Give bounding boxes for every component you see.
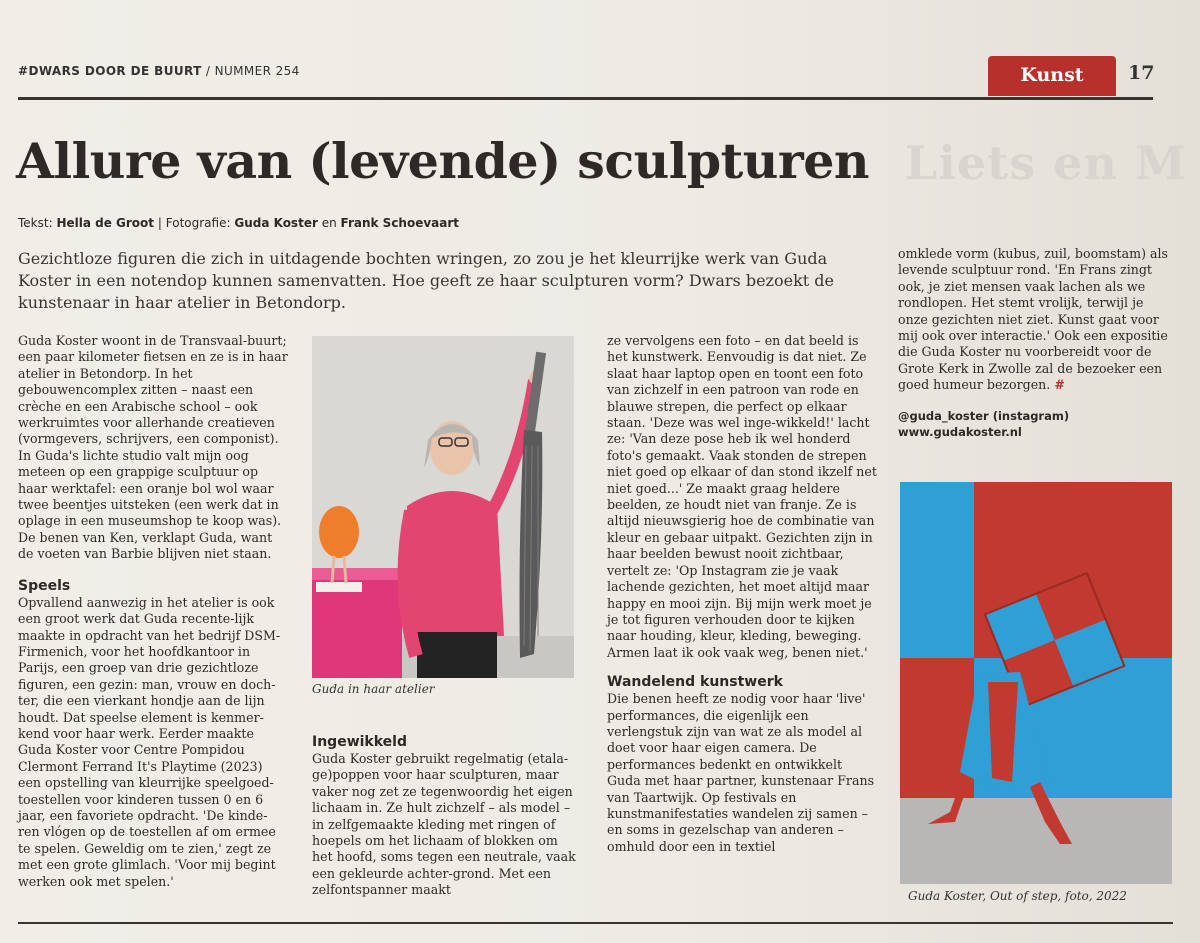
- text-label: Tekst:: [18, 216, 53, 230]
- subhead-speels: Speels: [18, 577, 71, 594]
- col4-text: omklede vorm (kubus, zuil, boomstam) als levende sculptuur rond. 'En Frans zingt ook, je ziet mensen vaak lachen als we rondlopen. Het stemt vrolijk, terwijl je onze gezichten niet ziet. Kunst gaat voor mij ook over interactie.' Ook een expositie die Guda Koster nu voorbereidt voor de Grote Kerk in Zwolle zal de bezoeker een goed humeur bezorgen.: [898, 246, 1168, 393]
- col4-paragraph-1: [898, 246, 1170, 394]
- instagram-handle: @guda_koster (instagram): [898, 408, 1070, 423]
- section-header: [18, 64, 300, 78]
- byline: [18, 216, 459, 230]
- artwork-caption: Guda Koster, Out of step, foto, 2022: [908, 889, 1127, 903]
- artwork-illustration: [900, 482, 1172, 884]
- category-tag: Kunst: [988, 56, 1116, 96]
- photo-guda-atelier: [312, 336, 574, 678]
- photo-label: Fotografie:: [165, 216, 231, 230]
- issue-number: / NUMMER 254: [205, 64, 300, 78]
- bleed-through-text: Liets en M: [905, 136, 1187, 190]
- footer-rule: [18, 922, 1173, 924]
- photo-guda-illustration: [312, 336, 574, 678]
- author-name: Hella de Groot: [56, 216, 155, 230]
- photographer-1: Guda Koster: [234, 216, 318, 230]
- byline-separator: |: [157, 216, 162, 230]
- page-number: 17: [1128, 62, 1155, 84]
- headline: Allure van (levende) sculpturen: [16, 132, 870, 190]
- column-1: [18, 333, 288, 890]
- header-rule: [18, 97, 1153, 100]
- col3-paragraph-1: ze vervolgens een foto – en dat beeld is het kunstwerk. Eenvoudig is dat niet. Ze slaat haar laptop open en toont een foto van zichzelf in een patroon van rode en blauwe strepen, die perfect op elkaar staan. 'Deze was wel inge-wikkeld!' lacht ze: 'Van deze pose heb ik wel honderd foto's gemaakt. Vaak stonden de strepen niet goed op elkaar of dan stond ikzelf net niet goed...' Ze maakt graag heldere beelden, ze houdt niet van franje. Ze is altijd nieuwsgierig hoe de combinatie van kleur en gebaar uitpakt. Gezichten zijn in haar beelden bewust nooit zichtbaar, vertelt ze: 'Op Instagram zie je vaak lachende gezichten, het moet altijd maar happy en mooi zijn. Bij mijn werk moet je je tot figuren verhouden door te kijken naar houding, kleur, kleding, beweging. Armen laat ik ook vaak weg, benen niet.': [607, 333, 877, 660]
- photographer-2: Frank Schoevaart: [340, 216, 460, 230]
- section-name: #DWARS DOOR DE BUURT: [18, 64, 202, 78]
- end-mark: #: [1054, 377, 1065, 393]
- col3-paragraph-2: Die benen heeft ze nodig voor haar 'live' performances, die eigenlijk een verlengstuk zijn van wat ze als model al doet voor haar eigen camera. De performances bedenkt en ontwikkelt Guda met haar partner, kunstenaar Frans van Taartwijk. Op festivals en kunstmanifestaties wandelen zij samen – en soms in gezelschap van anderen – omhuld door een in textiel: [607, 691, 875, 854]
- col2-paragraph-1: Guda Koster gebruikt regelmatig (etala-ge)poppen voor haar sculpturen, maar vaker nog zet ze tegenwoordig het eigen lichaam in. Ze hult zichzelf – als model – in zelfgemaakte kleding met ringen of hoepels om het lichaam of blokken om het hoofd, soms tegen een neutrale, vaak een gekleurde achter-grond. Met een zelfontspanner maakt: [312, 751, 576, 898]
- subhead-wandelend-kunstwerk: Wandelend kunstwerk: [607, 674, 783, 691]
- subhead-ingewikkeld: Ingewikkeld: [312, 734, 407, 750]
- byline-and: en: [321, 216, 337, 230]
- column-4: [898, 246, 1170, 440]
- intro-paragraph: Gezichtloze figuren die zich in uitdagende bochten wringen, zo zou je het kleurrijke werk van Guda Koster in een notendop kunnen samenvatten. Hoe geeft ze haar sculpturen vorm? Dwars bezoekt de kunstenaar in haar atelier in Betondorp.: [18, 249, 834, 312]
- photo-out-of-step: [900, 482, 1172, 884]
- col1-paragraph-1: Guda Koster woont in de Transvaal-buurt; een paar kilometer fietsen en ze is in haar atelier in Betondorp. In het gebouwencomplex zitten – naast een crèche en een Arabische school – ook werkruimtes voor allerhande creatieven (vormgevers, schrijvers, een componist). In Guda's lichte studio valt mijn oog meteen op een grappige sculptuur op haar werktafel: een oranje bol wol waar twee beentjes uitsteken (een werk dat in oplage in een museumshop te koop was). De benen van Ken, verklapt Guda, want de voeten van Barbie blijven niet staan.: [18, 333, 288, 562]
- photo1-caption: Guda in haar atelier: [312, 682, 435, 696]
- column-3: [607, 333, 879, 855]
- col1-paragraph-2: Opvallend aanwezig in het atelier is ook een groot werk dat Guda recente-lijk maakte in opdracht van het bedrijf DSM-Firmenich, voor het hoofdkantoor in Parijs, een groep van drie gezichtloze figuren, een gezin: man, vrouw en doch-ter, die een vierkant hondje aan de lijn houdt. Dat speelse element is kenmer-kend voor haar werk. Eerder maakte Guda Koster voor Centre Pompidou Clermont Ferrand It's Playtime (2023) een opstelling van kleurrijke speelgoed-toestellen voor kinderen tussen 0 en 6 jaar, een favoriete opdracht. 'De kinde-ren vlógen op de toestellen af om ermee te spelen. Geweldig om te zien,' zegt ze met een grote glimlach. 'Voor mij begint werken ook met spelen.': [18, 594, 281, 889]
- column-2: [312, 733, 582, 899]
- website-link: www.gudakoster.nl: [898, 424, 1022, 439]
